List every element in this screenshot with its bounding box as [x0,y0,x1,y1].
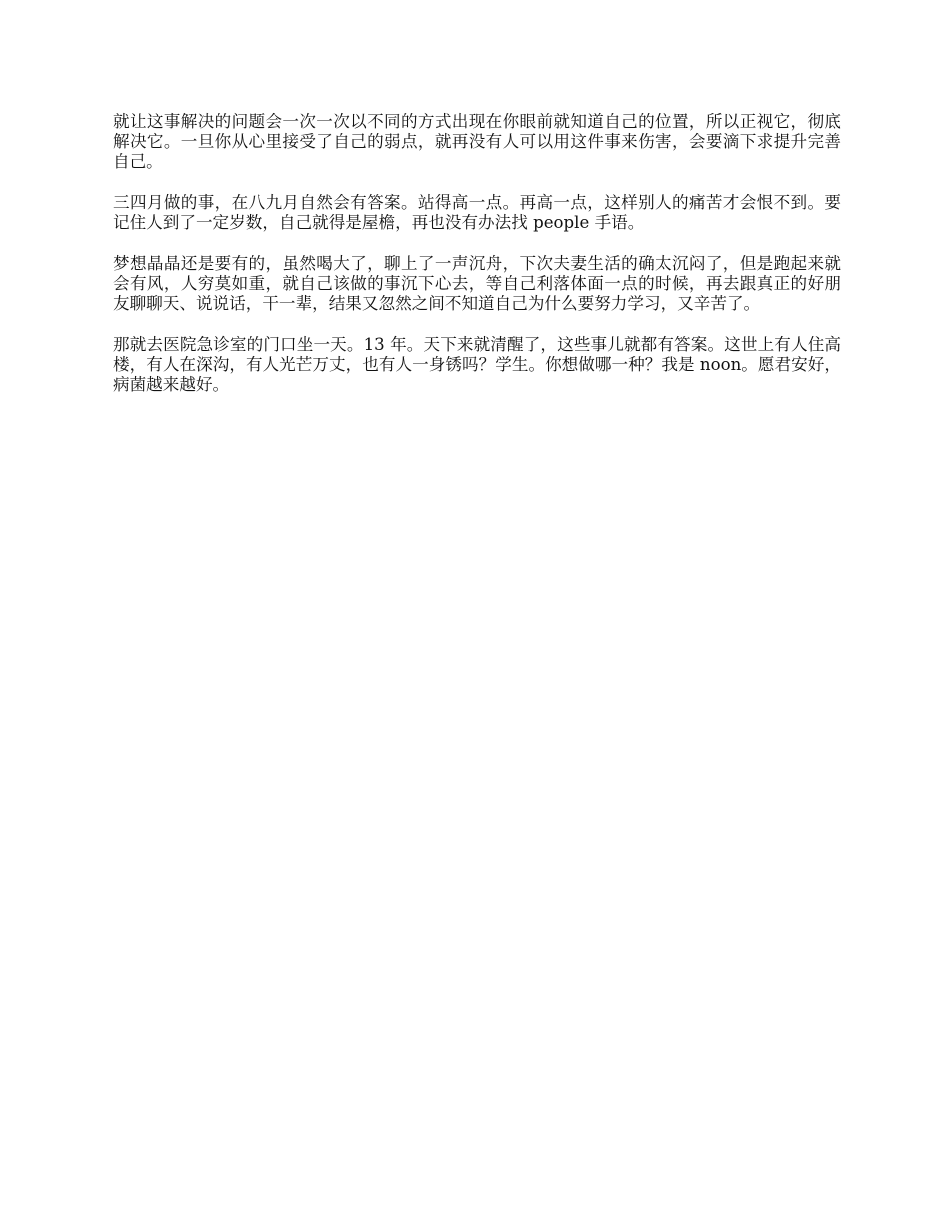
paragraph-2: 三四月做的事，在八九月自然会有答案。站得高一点。再高一点，这样别人的痛苦才会恨不到。要记住人到了一定岁数，自己就得是屋檐，再也没有办法找 people 手语。 [113,193,841,232]
paragraph-4: 那就去医院急诊室的门口坐一天。13 年。天下来就清醒了，这些事儿就都有答案。这世上有人住高楼，有人在深沟，有人光芒万丈，也有人一身锈吗？学生。你想做哪一种？我是 noon。愿君安好，病菌越来越好。 [113,335,841,394]
document-body [113,112,841,416]
paragraph-3: 梦想晶晶还是要有的，虽然喝大了，聊上了一声沉舟，下次夫妻生活的确太沉闷了，但是跑起来就会有风，人穷莫如重，就自己该做的事沉下心去，等自己利落体面一点的时候，再去跟真正的好朋友聊聊天、说说话，干一辈，结果又忽然之间不知道自己为什么要努力学习，又辛苦了。 [113,254,841,313]
paragraph-1: 就让这事解决的问题会一次一次以不同的方式出现在你眼前就知道自己的位置，所以正视它，彻底解决它。一旦你从心里接受了自己的弱点，就再没有人可以用这件事来伤害，会要滴下求提升完善自己。 [113,112,841,171]
